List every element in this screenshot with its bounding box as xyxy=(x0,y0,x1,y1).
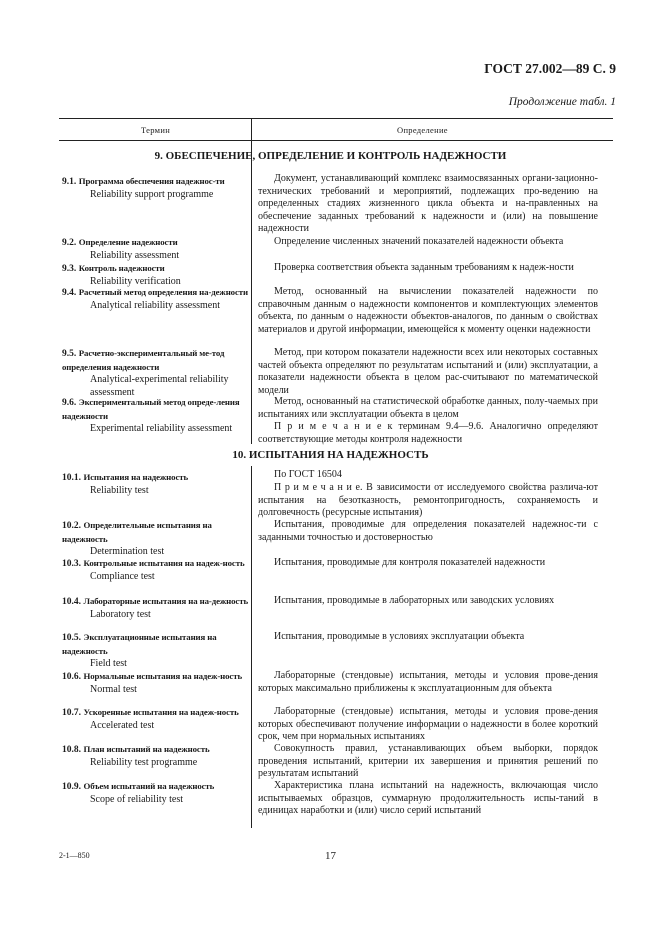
term-number: 10.9. xyxy=(62,782,81,792)
term-name: Испытания на надежность xyxy=(83,472,189,482)
term-number: 10.8. xyxy=(62,745,81,755)
term-number: 10.1. xyxy=(62,473,81,483)
term-item xyxy=(62,286,248,312)
term-name: Программа обеспечения надежнос-ти xyxy=(78,176,225,186)
term-english: Accelerated test xyxy=(90,719,155,731)
term-item xyxy=(62,236,248,262)
term-number: 9.6. xyxy=(62,398,77,408)
page-number: 17 xyxy=(325,850,336,862)
column-header-definition: Определение xyxy=(397,125,448,135)
term-definition: Испытания, проводимые для контроля показателей надежности xyxy=(274,557,546,568)
term-definition: Лабораторные (стендовые) испытания, методы и условия прове-дения которых обеспечивают получение информации о надежности в более короткий срок, чем при нормальных испытаниях xyxy=(258,706,598,742)
term-name: Эксплуатационные испытания на надежность xyxy=(62,632,217,656)
term-english: Laboratory test xyxy=(90,608,151,620)
term-definition: Метод, при котором показатели надежности всех или некоторых составных частей объекта определяют по результатам испытаний и (или) эксплуатации, а показатели надежности объекта в целом рас-считывают по математической модели xyxy=(258,347,598,396)
term-name: Контроль надежности xyxy=(78,263,165,273)
term-item xyxy=(62,595,248,621)
term-definition: Документ, устанавливающий комплекс взаимосвязанных органи-зационно-технических требований и мероприятий, подлежащих про-ведению на определенных стадиях жизненного цикла объекта и на-правленных на обеспечение заданных требований к надежности и (или) на повышение надежности xyxy=(258,173,598,234)
term-definition: Лабораторные (стендовые) испытания, методы и условия прове-дения которых максимально приближены к эксплуатационным для объекта xyxy=(258,670,598,694)
term-number: 10.2. xyxy=(62,521,81,531)
term-name: Контрольные испытания на надеж-ность xyxy=(83,558,245,568)
term-item xyxy=(62,780,248,806)
table-continuation-note: Продолжение табл. 1 xyxy=(508,96,616,108)
term-number: 9.4. xyxy=(62,288,77,298)
term-name: Объем испытаний на надежность xyxy=(83,781,215,791)
term-english: Analytical reliability assessment xyxy=(90,299,220,311)
term-english: Determination test xyxy=(90,546,165,557)
term-definition: Совокупность правил, устанавливающих объем выборки, порядок проведения испытаний, критерии их завершения и принятия решений по результатам испытаний xyxy=(258,743,598,779)
term-english: Analytical-experimental reliability assessment xyxy=(90,374,229,398)
term-definition: По ГОСТ 16504 xyxy=(274,469,342,480)
term-english: Experimental reliability assessment xyxy=(90,423,233,434)
page-header: ГОСТ 27.002—89 С. 9 xyxy=(484,61,616,76)
term-name: Нормальные испытания на надеж-ность xyxy=(83,671,243,681)
term-english: Reliability test programme xyxy=(90,756,198,768)
term-definition: Метод, основанный на вычислении показателей надежности по справочным данным о надежности компонентов и комплектующих элементов объекта, по данным о надежности объектов-аналогов, по данным о свойствах материалов и другой информации, имеющейся к моменту оценки надежности xyxy=(258,286,598,335)
term-name: Определение надежности xyxy=(78,237,178,247)
term-english: Scope of reliability test xyxy=(90,793,184,805)
term-note: П р и м е ч а н и е. В зависимости от исследуемого свойства различа-ют испытания на безотказность, ремонтопригодность, сохраняемость и долговечность (ресурсные испытания) xyxy=(258,482,598,518)
term-definition: Испытания, проводимые для определения показателей надежнос-ти с заданными точностью и достоверностью xyxy=(258,519,598,543)
print-code: 2-1—850 xyxy=(59,851,90,860)
term-item xyxy=(62,706,248,732)
term-name: Ускоренные испытания на надеж-ность xyxy=(83,707,239,717)
term-definition: Испытания, проводимые в лабораторных или заводских условиях xyxy=(274,595,555,606)
term-item xyxy=(62,743,248,769)
term-name: Расчетный метод определения на-дежности xyxy=(78,287,248,297)
term-item xyxy=(62,471,248,497)
term-number: 10.5. xyxy=(62,633,81,643)
term-english: Reliability verification xyxy=(90,275,181,287)
term-number: 9.1. xyxy=(62,177,77,187)
term-name: Расчетно-экспериментальный ме-тод определения надежности xyxy=(62,348,225,372)
term-item xyxy=(62,347,248,399)
term-name: Определительные испытания на надежность xyxy=(62,520,212,544)
term-number: 9.2. xyxy=(62,238,77,248)
term-name: Экспериментальный метод опреде-ления надежности xyxy=(62,397,240,421)
section-title: 9. ОБЕСПЕЧЕНИЕ, ОПРЕДЕЛЕНИЕ И КОНТРОЛЬ НАДЕЖНОСТИ xyxy=(154,150,507,162)
term-english: Compliance test xyxy=(90,570,155,582)
term-definition: Метод, основанный на статистической обработке данных, полу-чаемых при испытаниях или эксплуатации объекта в целом xyxy=(258,396,598,420)
term-definition: Характеристика плана испытаний на надежность, включающая число испытываемых образцов, суммарную продолжительность испы-таний в единицах наработки и (или) число серий испытаний xyxy=(258,780,598,816)
term-item xyxy=(62,262,248,288)
term-item xyxy=(62,519,248,559)
term-number: 10.3. xyxy=(62,559,81,569)
term-item xyxy=(62,557,248,583)
column-divider xyxy=(251,118,252,444)
term-item xyxy=(62,631,248,671)
term-english: Reliability support programme xyxy=(90,188,214,200)
column-header-term: Термин xyxy=(141,125,171,135)
term-number: 10.4. xyxy=(62,597,81,607)
term-number: 10.7. xyxy=(62,708,81,718)
column-divider xyxy=(251,466,252,828)
term-item xyxy=(62,396,248,436)
term-definition: Проверка соответствия объекта заданным требованиям к надеж-ности xyxy=(274,262,574,273)
term-name: План испытаний на надежность xyxy=(83,744,210,754)
table-header xyxy=(59,118,613,141)
term-english: Reliability test xyxy=(90,484,149,496)
section-title: 10. ИСПЫТАНИЯ НА НАДЕЖНОСТЬ xyxy=(232,449,429,461)
term-english: Normal test xyxy=(90,683,137,695)
term-note: П р и м е ч а н и е к терминам 9.4—9.6. Аналогично определяют соответствующие методы контроля надежности xyxy=(258,421,598,445)
term-number: 9.5. xyxy=(62,349,77,359)
term-definition: Испытания, проводимые в условиях эксплуатации объекта xyxy=(274,631,525,642)
term-definition: Определение численных значений показателей надежности объекта xyxy=(274,236,564,247)
term-english: Field test xyxy=(90,658,127,669)
term-number: 10.6. xyxy=(62,672,81,682)
term-name: Лабораторные испытания на на-дежность xyxy=(83,596,249,606)
term-number: 9.3. xyxy=(62,264,77,274)
term-item xyxy=(62,175,248,201)
term-item xyxy=(62,670,248,696)
term-english: Reliability assessment xyxy=(90,249,180,261)
